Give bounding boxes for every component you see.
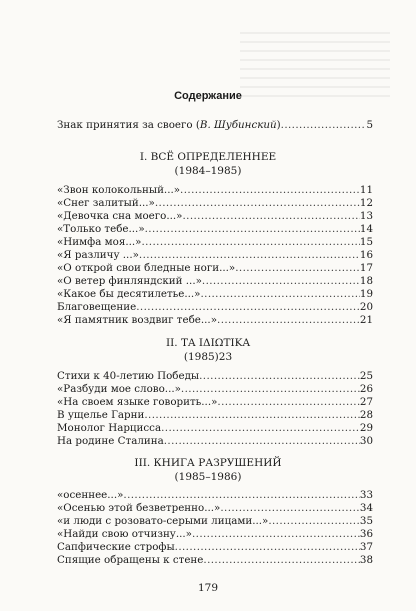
leader-dots [164, 435, 360, 448]
page-ref: 16 [359, 249, 373, 261]
toc-entry [57, 370, 373, 383]
entry-title: «Девочка сна моего...» [57, 210, 183, 222]
leader-dots [145, 223, 360, 236]
entry-title: «О открой свои бледные ноги...» [57, 262, 236, 274]
page-number: 179 [197, 582, 219, 594]
page-title: Содержание [174, 90, 242, 102]
toc-entry [57, 275, 373, 288]
leader-dots [199, 370, 360, 383]
leader-dots [141, 236, 359, 249]
toc-entry [57, 184, 373, 197]
page-ref: 20 [359, 301, 373, 313]
page-ref: 37 [359, 541, 373, 553]
page-ref: 14 [359, 223, 373, 235]
toc-entry [57, 197, 373, 210]
toc-entry [57, 236, 373, 249]
leader-dots [175, 541, 360, 554]
entry-title: «Я памятник воздвиг тебе...» [57, 314, 218, 326]
toc-entry [57, 262, 373, 275]
entry-title: «и люди с розовато-серыми лицами...» [57, 515, 269, 527]
page-ref: 35 [359, 515, 373, 527]
section-heading: I. ВСЁ ОПРЕДЕЛЕННЕЕ [139, 151, 277, 163]
page-ref: 33 [359, 489, 373, 501]
page-ref: 12 [359, 197, 373, 209]
entry-title: «Только тебе...» [57, 223, 145, 235]
entry-title: Сапфические строфы [57, 541, 175, 553]
toc-entry [57, 515, 373, 528]
page-ref: 5 [366, 119, 373, 131]
intro-text: Знак принятия за своего ( [57, 119, 200, 131]
entry-title: «Снег залитый...» [57, 197, 155, 209]
section-years: (1984–1985) [174, 165, 242, 177]
toc-entry [57, 435, 373, 448]
leader-dots [136, 301, 360, 314]
toc-entry [57, 528, 373, 541]
entry-title: Монолог Нарцисса [57, 422, 162, 434]
entry-title: «О ветер финляндский ...» [57, 275, 202, 287]
entry-title: «На своем языке говорить...» [57, 396, 218, 408]
toc-entry [57, 396, 373, 409]
intro-close: ) [276, 119, 281, 131]
leader-dots [200, 288, 359, 301]
toc-entry [57, 288, 373, 301]
page-ref: 26 [359, 383, 373, 395]
toc-entry [57, 223, 373, 236]
page-ref: 19 [359, 288, 373, 300]
entry-title: Спящие обращены к стене [57, 554, 204, 566]
entry-title: В ущелье Гарни [57, 409, 145, 421]
page-ref: 36 [359, 528, 373, 540]
entry-title: «осеннее...» [57, 489, 124, 501]
toc-entry [57, 502, 373, 515]
entry-title: «Звон колокольный...» [57, 184, 181, 196]
leader-dots [144, 409, 360, 422]
page-ref: 17 [359, 262, 373, 274]
toc-entry [57, 554, 373, 567]
leader-dots [268, 515, 360, 528]
toc-entry [57, 541, 373, 554]
leader-dots [155, 197, 360, 210]
toc-entry [57, 301, 373, 314]
page-ref: 21 [359, 314, 373, 326]
leader-dots [217, 314, 360, 327]
toc-entry [57, 422, 373, 435]
leader-dots [181, 383, 360, 396]
leader-dots [182, 210, 359, 223]
leader-dots [123, 489, 359, 502]
page-ref: 34 [359, 502, 373, 514]
entry-title: Благовещение [57, 301, 137, 313]
leader-dots [281, 119, 367, 132]
section-years: (1985–1986) [174, 471, 242, 483]
entry-title: «Я различу ...» [57, 249, 139, 261]
intro-author: В. Шубинский [199, 119, 277, 131]
leader-dots [180, 184, 360, 197]
leader-dots [139, 249, 360, 262]
leader-dots [220, 502, 360, 515]
entry-title: «Найди свою отчизну...» [57, 528, 192, 540]
page-ref: 11 [359, 184, 373, 196]
section-years: (1985)23 [183, 351, 233, 363]
entry-title: «Нимфа моя...» [57, 236, 142, 248]
leader-dots [161, 422, 360, 435]
toc-entry [57, 249, 373, 262]
leader-dots [217, 396, 359, 409]
leader-dots [202, 275, 360, 288]
page-ref: 29 [359, 422, 373, 434]
page-ref: 13 [359, 210, 373, 222]
entry-title: Стихи к 40-летию Победы [57, 370, 200, 382]
section-heading: II. ΤΑ ΙΔΙΩΤΙΚΑ [165, 337, 251, 349]
leader-dots [192, 528, 360, 541]
entry-title: На родине Сталина [57, 435, 164, 447]
page-ref: 28 [359, 409, 373, 421]
toc-entry-intro [57, 119, 373, 132]
toc-entry [57, 383, 373, 396]
toc-entry [57, 409, 373, 422]
toc-entry [57, 314, 373, 327]
page-ref: 25 [359, 370, 373, 382]
entry-title: «Осенью этой безветренно...» [57, 502, 221, 514]
entry-title: «Какое бы десятилетье...» [57, 288, 201, 300]
page-ref: 27 [359, 396, 373, 408]
toc-entry [57, 210, 373, 223]
leader-dots [203, 554, 360, 567]
page-ref: 38 [359, 554, 373, 566]
leader-dots [235, 262, 360, 275]
toc-entry [57, 489, 373, 502]
entry-title: «Разбуди мое слово...» [57, 383, 181, 395]
section-heading: III. КНИГА РАЗРУШЕНИЙ [134, 457, 282, 469]
page-ref: 15 [359, 236, 373, 248]
page-ref: 30 [359, 435, 373, 447]
page-ref: 18 [359, 275, 373, 287]
